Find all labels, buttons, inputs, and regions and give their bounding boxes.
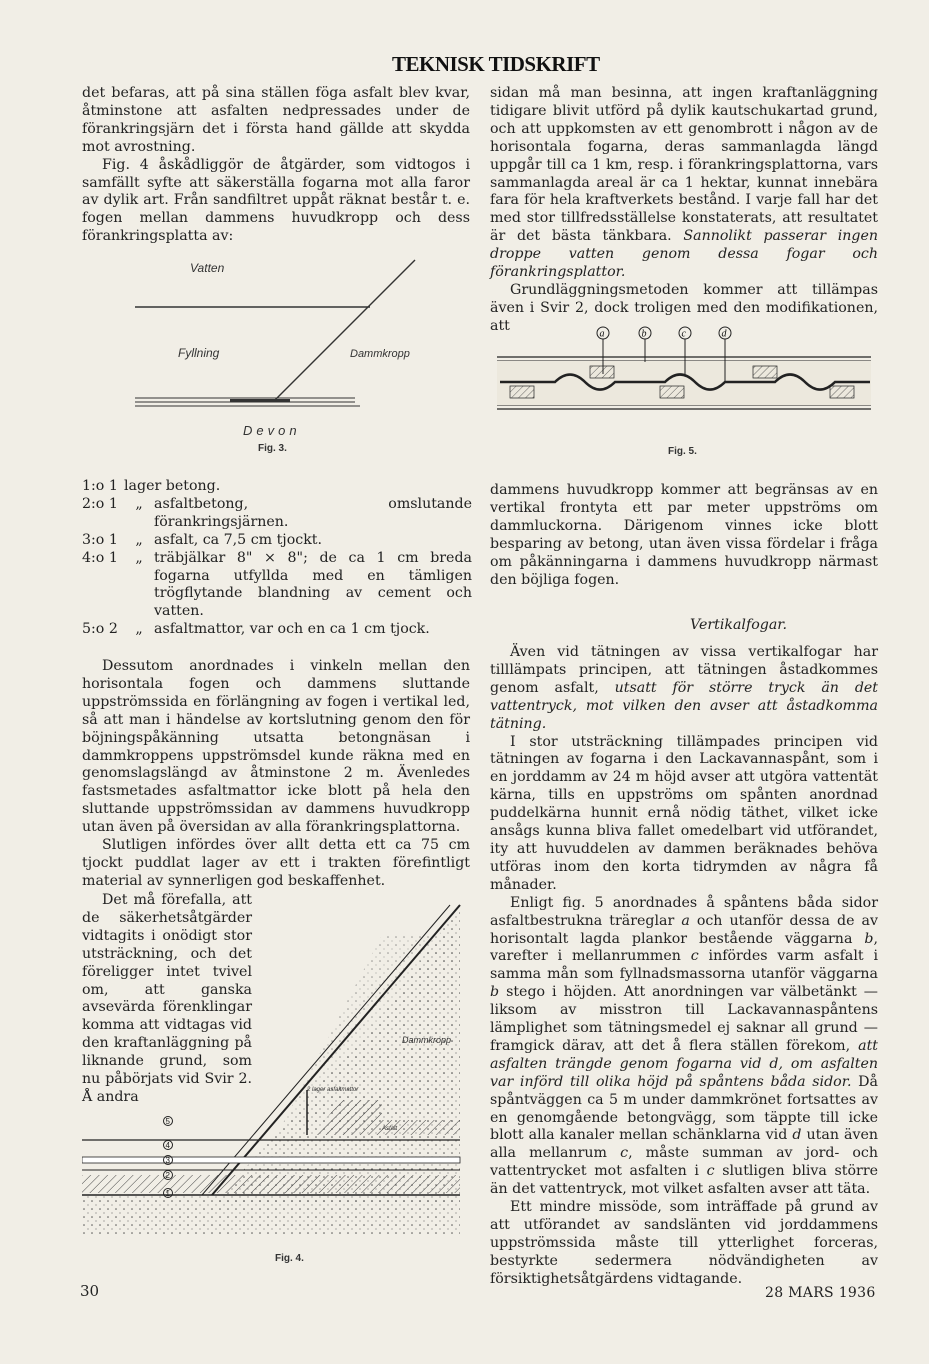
- fig4-label-lager: 2 lager asfaltmattor: [307, 1087, 359, 1093]
- fig4-marker: 3: [165, 1156, 170, 1165]
- paragraph: Ett mindre missöde, som inträffade på grund av att utförandet av sandslänten vid jorddammens uppströmssida måste till ytterlighet forceras, bestyrkte sedermera nödvändigheten av försiktighetsåtgärdens vidtagande.: [490, 1199, 878, 1287]
- paragraph: Slutligen infördes över allt detta ett ca 75 cm tjockt puddlat lager av ett i trakten förefintligt material av synnerligen god beskaffenhet.: [82, 837, 470, 889]
- fig5-marker-c: c: [681, 328, 686, 340]
- paragraph: det befaras, att på sina ställen föga asfalt blev kvar, åtminstone att asfalten nedpressades under de förankringsjärn det i första hand gällde att skydda mot avrostning.: [82, 85, 470, 155]
- paragraph: Det må förefalla, att de säkerhetsåtgärder vidtagits i onödigt stor utsträckning, och det föreligger intet tvivel om, att ganska avsevärda förenklingar komma att vidtagas vid den kraftanläggning på liknande grund, som nu påbörjats vid Svir 2. Å andra: [82, 892, 252, 1105]
- fig4-label-dammkropp: Dammkropp: [402, 1035, 452, 1045]
- fig4-marker: 5: [165, 1117, 170, 1126]
- right-column-top: [490, 85, 878, 336]
- list-item: 1:o 1 lager betong.: [82, 478, 221, 494]
- fig4-caption: Fig. 4.: [275, 1253, 304, 1264]
- fig5-marker-b: b: [641, 328, 647, 340]
- fig5-caption: Fig. 5.: [668, 446, 697, 457]
- paragraph: sidan må man besinna, att ingen kraftanläggning tidigare blivit utförd på dylik kautschukartad grund, och att uppkomsten av ett genombrott i någon av de horisontala fogarna, deras sammanlagda längd uppgår till ca 1 km, resp. i förankringsplattorna, vars sammanlagda areal är ca 1 hektar, kunnat innebära fara för hela kraftverkets bestånd. I varje fall har det med stor tillfredsställelse konstaterats, att resultatet är det bästa tänkbara. Sannolikt passerar ingen droppe vatten genom dessa fogar och förankringsplattor.: [490, 85, 878, 281]
- list-item: 2:o 1 „ asfaltbetong, omslutande förankringsjärnen.: [82, 495, 472, 530]
- issue-date: 28 MARS 1936: [765, 1285, 876, 1301]
- fig4-marker: 2: [165, 1171, 170, 1180]
- fig4-label-asfalt: Asfalt: [382, 1126, 398, 1132]
- list-item: 3:o 1 „ asfalt, ca 7,5 cm tjockt.: [82, 531, 322, 548]
- left-column-top: [82, 85, 470, 246]
- fig4-marker: 4: [165, 1141, 170, 1150]
- paragraph: dammens huvudkropp kommer att begränsas av en vertikal frontyta ett par meter uppströms om dammluckorna. Därigenom vinnes icke blott besparing av betong, utan även vissa fördelar i fråga om påkänningarna i dammens huvudkropp närmast den böjliga fogen.: [490, 482, 878, 588]
- figure-4: [82, 895, 472, 1245]
- fig4-marker: 1: [165, 1189, 170, 1198]
- list-item: 4:o 1 „ träbjälkar 8" × 8"; de ca 1 cm breda fogarna utfyllda med en tämligen trögflytande blandning av cement och vatten.: [82, 549, 472, 620]
- layer-list: [82, 478, 472, 639]
- page-number: 30: [80, 1282, 100, 1300]
- paragraph: Även vid tätningen av vissa vertikalfogar har tilllämpats principen, att tätningen åstadkommes genom asfalt, utsatt för större tryck än det vattentryck, mot vilken den avser att åstadkomma tätning.: [490, 644, 878, 732]
- right-column-mid: [490, 482, 878, 589]
- fig3-caption: Fig. 3.: [258, 443, 287, 454]
- figure-3: [130, 250, 430, 450]
- section-heading: Vertikalfogar.: [690, 617, 788, 633]
- right-column-bottom: [490, 644, 878, 1289]
- fig3-label-fyllning: Fyllning: [178, 346, 220, 360]
- paragraph: Dessutom anordnades i vinkeln mellan den horisontala fogen och dammens sluttande uppströmssida en förlängning av fogen i vertikal led, så att man i händelse av kortslutning genom den för böjningspåkänning utsatta betongnäsan i dammkroppens uppströmsdel kunde räkna med en genomslagslängd av åtminstone 2 m. Ävenledes fastsmetades asfaltmattor icke blott på hela den sluttande uppströmssidan av dammens huvudkropp utan även på översidan av alla förankringsplattorna.: [82, 658, 470, 836]
- paragraph: Fig. 4 åskådliggör de åtgärder, som vidtogos i samfällt syfte att säkerställa fogarna mot alla faror av dylik art. Från sandfiltret uppåt räknat består t. e. fogen mellan dammens huvudkropp och dess förankringsplatta av:: [82, 156, 470, 245]
- fig3-label-devon: Devon: [243, 423, 301, 438]
- fig3-label-vatten: Vatten: [190, 261, 225, 275]
- figure-5: [495, 322, 875, 417]
- masthead: TEKNISK TIDSKRIFT: [392, 52, 600, 76]
- fig5-marker-d: d: [721, 328, 727, 340]
- left-column-bottom: [82, 658, 470, 891]
- fig3-label-dammkropp: Dammkropp: [350, 348, 410, 360]
- paragraph: Enligt fig. 5 anordnades å spåntens båda sidor asfaltbestrukna träreglar a och utanför dessa de av horisontalt lagda plankor bestående väggarna b, varefter i mellanrummen c infördes varm asfalt i samma mån som fyllnadsmassorna utanför väggarna b stego i höjden. Att anordningen var välbetänkt — liksom av misstron till Lackavannaspåntens lämplighet som tätningsmedel ej saknar all grund — framgick därav, att det å flera ställen förekom, att asfalten trängde genom fogarna vid d, om asfalten var införd till olika höjd på spåntens båda sidor. Då spåntväggen ca 5 m under dammkrönet fortsattes av en genomgående betongvägg, som täppte till icke blott alla kanaler mellan schänklarna vid d utan även alla mellanrum c, måste summan av jord- och vattentrycket mot asfalten i c slutligen bliva större än det vattentryck, mot vilket asfalten avser att täta.: [490, 894, 879, 1198]
- paragraph: Grundläggningsmetoden kommer att tillämpas även i Svir 2, dock troligen med den modifikationen, att: [490, 281, 878, 334]
- paragraph: I stor utsträckning tillämpades principen vid tätningen av fogarna i den Lackavannaspånt, som i en jorddamm av 24 m höjd avser att utgöra vattentät kärna, tills en uppströms om spånten anordnad puddelkärna hunnit ernå nödig täthet, vilket icke ansågs kunna bliva fallet omedelbart vid utförandet, ity att huvuddelen av dammen beräknades behöva utföras inom den korta tidrymden av några få månader.: [490, 733, 878, 893]
- list-item: 5:o 2 „ asfaltmattor, var och en ca 1 cm tjock.: [82, 621, 430, 638]
- fig5-marker-a: a: [599, 328, 605, 340]
